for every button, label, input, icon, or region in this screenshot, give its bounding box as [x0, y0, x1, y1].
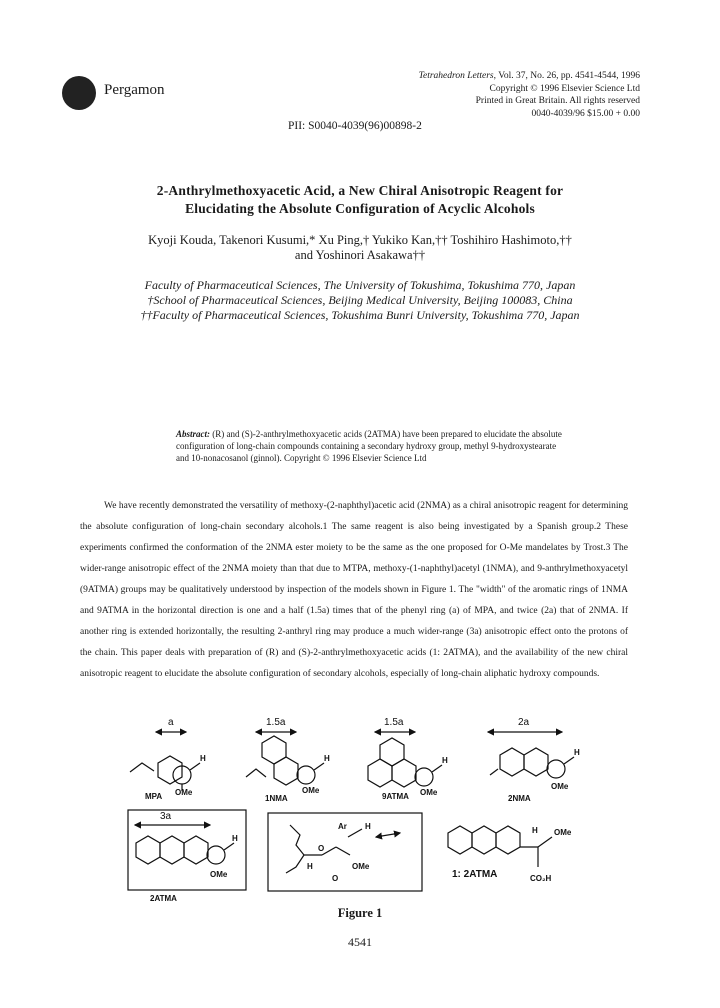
pergamon-logo	[62, 76, 96, 110]
compound-1-label: 1: 2ATMA	[452, 869, 498, 880]
9atma-structure	[368, 738, 442, 787]
ome-2atma: OMe	[210, 870, 228, 879]
h-9atma: H	[442, 756, 448, 765]
ome-9atma: OMe	[420, 788, 438, 797]
h-2atma: H	[232, 834, 238, 843]
label-1-5a-right: 1.5a	[384, 717, 404, 728]
2atma-box	[128, 810, 246, 890]
abstract-text: (R) and (S)-2-anthrylmethoxyacetic acids (2ATMA) have been prepared to elucidate the absolute configuration of long-chain compounds containing a secondary hydroxy group, methyl 9-hydroxystearate and 10-nonacosanol (ginnol). Copyright © 1996 Elsevier Science Ltd	[176, 429, 562, 463]
article-title	[0, 182, 720, 218]
mpa-structure	[130, 756, 200, 791]
abstract-label: Abstract:	[176, 429, 211, 439]
abstract	[176, 428, 570, 464]
price-code: 0040-4039/96 $15.00 + 0.00	[531, 108, 640, 119]
label-a: a	[168, 717, 174, 728]
label-3a: 3a	[160, 811, 172, 822]
authors-line-1: Kyoji Kouda, Takenori Kusumi,* Xu Ping,† Yukiko Kan,†† Toshihiro Hashimoto,††	[148, 233, 572, 247]
2atma-structure	[136, 836, 234, 864]
label-1nma: 1NMA	[265, 794, 288, 803]
author-list	[0, 233, 720, 263]
ome-2nma: OMe	[551, 782, 569, 791]
affiliation-2: †School of Pharmaceutical Sciences, Beijing Medical University, Beijing 100083, China	[147, 293, 573, 307]
printed-notice: Printed in Great Britain. All rights reserved	[475, 96, 640, 106]
o-ester-lower: O	[332, 874, 339, 883]
h-ester-lower: H	[307, 862, 313, 871]
co2h-compound1: CO₂H	[530, 874, 552, 883]
affiliation-1: Faculty of Pharmaceutical Sciences, The University of Tokushima, Tokushima 770, Japan	[144, 278, 576, 292]
ome-1nma: OMe	[302, 786, 320, 795]
publisher-name: Pergamon	[104, 82, 165, 98]
2nma-structure	[490, 748, 574, 778]
o-ester: O	[318, 844, 325, 853]
h-1nma: H	[324, 754, 330, 763]
h-compound1: H	[532, 826, 538, 835]
citation: , Vol. 37, No. 26, pp. 4541-4544, 1996	[493, 71, 640, 81]
journal-name: Tetrahedron Letters	[418, 71, 494, 81]
label-1-5a-left: 1.5a	[266, 717, 286, 728]
ar-ester: Ar	[338, 822, 347, 831]
1nma-structure	[246, 736, 324, 785]
authors-line-2: and Yoshinori Asakawa††	[294, 248, 426, 262]
label-2nma: 2NMA	[508, 794, 531, 803]
h-mpa: H	[200, 754, 206, 763]
label-2atma-caption: 2ATMA	[150, 894, 177, 903]
figure-1	[0, 705, 720, 905]
ome-mpa: OMe	[175, 788, 193, 797]
copyright: Copyright © 1996 Elsevier Science Ltd	[489, 83, 640, 94]
pii: PII: S0040-4039(96)00898-2	[288, 120, 422, 132]
ome-compound1: OMe	[554, 828, 572, 837]
page-number: 4541	[348, 935, 372, 949]
h-ester: H	[365, 822, 371, 831]
ome-ester: OMe	[352, 862, 370, 871]
affiliations	[0, 278, 720, 323]
affiliation-3: ††Faculty of Pharmaceutical Sciences, Tokushima Bunri University, Tokushima 770, Japan	[140, 308, 580, 322]
ester-structure	[286, 825, 400, 873]
h-2nma: H	[574, 748, 580, 757]
figure-caption: Figure 1	[337, 906, 383, 920]
citation-block	[419, 70, 640, 120]
body-paragraph: We have recently demonstrated the versatility of methoxy-(2-naphthyl)acetic acid (2NMA) as a chiral anisotropic reagent for determining the absolute configuration of long-chain secondary alcohols.1 The same reagent is also being investigated by a Spanish group.2 These experiments confirmed the conformation of the 2NMA ester moiety to be the same as the one proposed for O-Me mandelates by Trost.3 The wider-range anisotropic effect of the 2NMA moiety than that due to MTPA, methoxy-(1-naphthyl)acetyl (1NMA), and 9-anthrylmethoxyacetyl (9ATMA) groups may be qualitatively understood by inspection of the models shown in Figure 1. The "width" of the aromatic rings of 1NMA and 9ATMA in the horizontal direction is one and a half (1.5a) times that of the phenyl ring (a) of MPA, and twice (2a) that of 2NMA. If another ring is extended horizontally, the resulting 2-anthryl ring may produce a much wider-range (3a) anisotropic effect onto the protons of the chain. This paper deals with preparation of (R) and (S)-2-anthrylmethoxyacetic acids (1: 2ATMA), and the availability of the new chiral anisotropic reagent to elucidate the absolute configuration of secondary alcohols, especially of long-chain aliphatic hydroxy compounds.	[80, 501, 628, 679]
label-mpa: MPA	[145, 792, 163, 801]
title-line-1: 2-Anthrylmethoxyacetic Acid, a New Chiral Anisotropic Reagent for	[156, 183, 564, 198]
label-9atma: 9ATMA	[382, 792, 409, 801]
title-line-2: Elucidating the Absolute Configuration of Acyclic Alcohols	[185, 201, 535, 216]
label-2a: 2a	[518, 717, 530, 728]
